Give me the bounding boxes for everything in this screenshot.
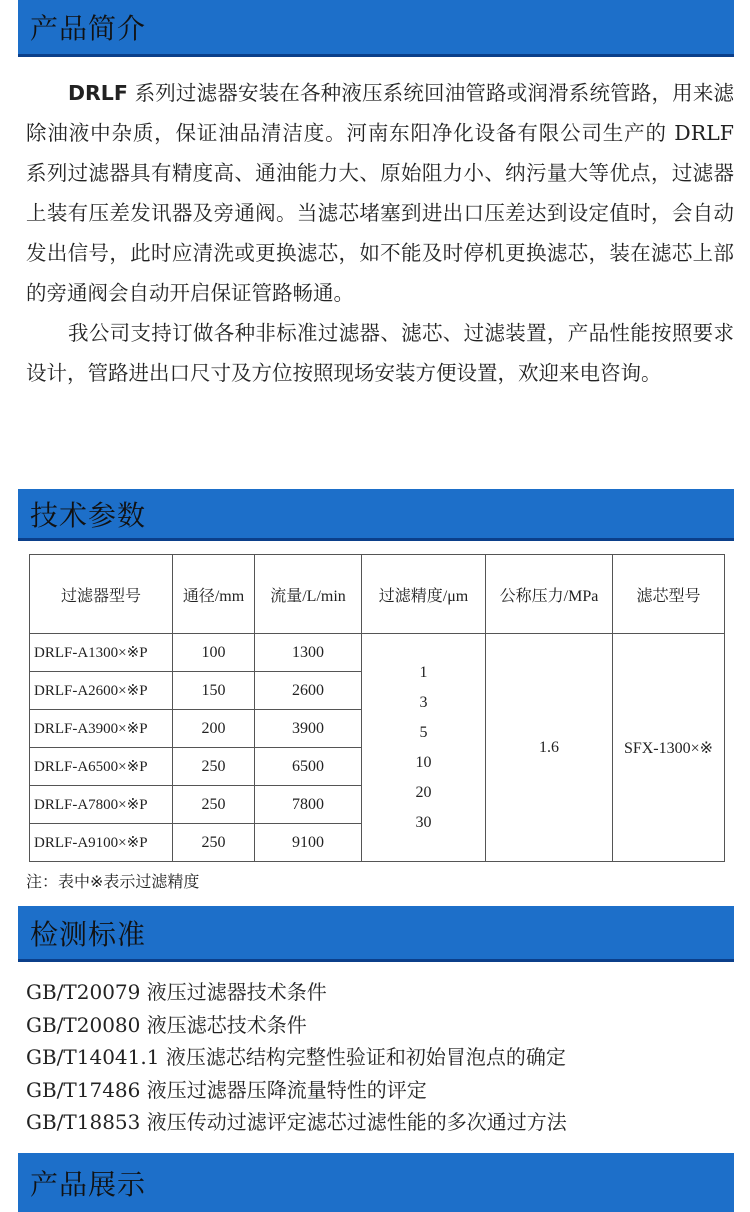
cell-diameter: 250: [173, 786, 255, 824]
table-note: 注：表中※表示过滤精度: [26, 872, 200, 891]
section-header-display: [18, 1153, 734, 1212]
cell-diameter: 100: [173, 634, 255, 672]
cell-model: DRLF-A3900×※P: [30, 710, 173, 748]
intro-text: [26, 73, 734, 393]
precision-value: 5: [419, 723, 428, 741]
header-flow: 流量/L/min: [255, 555, 362, 634]
cell-flow: 1300: [255, 634, 362, 672]
precision-value: 10: [415, 753, 432, 771]
cell-model: DRLF-A6500×※P: [30, 748, 173, 786]
cell-flow: 7800: [255, 786, 362, 824]
precision-value: 1: [419, 663, 428, 681]
cell-diameter: 250: [173, 824, 255, 862]
list-item: GB/T18853 液压传动过滤评定滤芯过滤性能的多次通过方法: [26, 1110, 567, 1134]
section-header-intro: [18, 0, 734, 57]
header-precision: 过滤精度/μm: [362, 555, 486, 634]
precision-value: 3: [419, 693, 428, 711]
cell-element-model: SFX-1300×※: [613, 634, 725, 862]
cell-flow: 9100: [255, 824, 362, 862]
section-header-standards: [18, 906, 734, 962]
list-item: GB/T17486 液压过滤器压降流量特性的评定: [26, 1077, 427, 1102]
cell-flow: 3900: [255, 710, 362, 748]
list-item: GB/T14041.1 液压滤芯结构完整性验证和初始冒泡点的确定: [26, 1045, 566, 1069]
intro-paragraph-1-text: 系列过滤器安装在各种液压系统回油管路或润滑系统管路，用来滤除油液中杂质，保证油品清洁度。河南东阳净化设备有限公司生产的 DRLF 系列过滤器具有精度高、通油能力大、原始阻力小、纳污量大等优点，过滤器上装有压差发讯器及旁通阀。当滤芯堵塞到进出口压差达到设定值时，会自动发出信号，此时应清洗或更换滤芯，如不能及时停机更换滤芯，装在滤芯上部的旁通阀会自动开启保证管路畅通。: [26, 81, 734, 305]
standards-list: [26, 976, 734, 1139]
cell-model: DRLF-A9100×※P: [30, 824, 173, 862]
cell-model: DRLF-A2600×※P: [30, 672, 173, 710]
section-title-standards: 检测标准: [30, 917, 147, 951]
cell-diameter: 150: [173, 672, 255, 710]
cell-flow: 2600: [255, 672, 362, 710]
header-pressure: 公称压力/MPa: [486, 555, 613, 634]
intro-lead: DRLF: [68, 81, 128, 105]
cell-diameter: 200: [173, 710, 255, 748]
section-title-specs: 技术参数: [30, 498, 147, 532]
intro-paragraph-1: [26, 73, 734, 313]
cell-flow: 6500: [255, 748, 362, 786]
cell-precision: [362, 634, 486, 862]
precision-value: 30: [415, 813, 432, 831]
cell-diameter: 250: [173, 748, 255, 786]
header-element-model: 滤芯型号: [613, 555, 725, 634]
section-title-display: 产品展示: [30, 1167, 147, 1201]
section-title-intro: 产品简介: [30, 12, 147, 45]
table-row: [30, 634, 725, 672]
section-header-specs: [18, 489, 734, 541]
cell-model: DRLF-A1300×※P: [30, 634, 173, 672]
cell-model: DRLF-A7800×※P: [30, 786, 173, 824]
list-item: GB/T20080 液压滤芯技术条件: [26, 1012, 307, 1037]
precision-value: 20: [415, 783, 432, 801]
header-diameter: 通径/mm: [173, 555, 255, 634]
list-item: GB/T20079 液压过滤器技术条件: [26, 980, 327, 1004]
header-model: 过滤器型号: [30, 555, 173, 634]
spec-table-header-row: [30, 555, 725, 634]
precision-list: [362, 658, 485, 838]
cell-pressure: 1.6: [486, 634, 613, 862]
spec-table: [29, 554, 725, 862]
intro-paragraph-2: 我公司支持订做各种非标准过滤器、滤芯、过滤装置，产品性能按照要求设计，管路进出口尺寸及方位按照现场安装方便设置，欢迎来电咨询。: [26, 321, 734, 385]
